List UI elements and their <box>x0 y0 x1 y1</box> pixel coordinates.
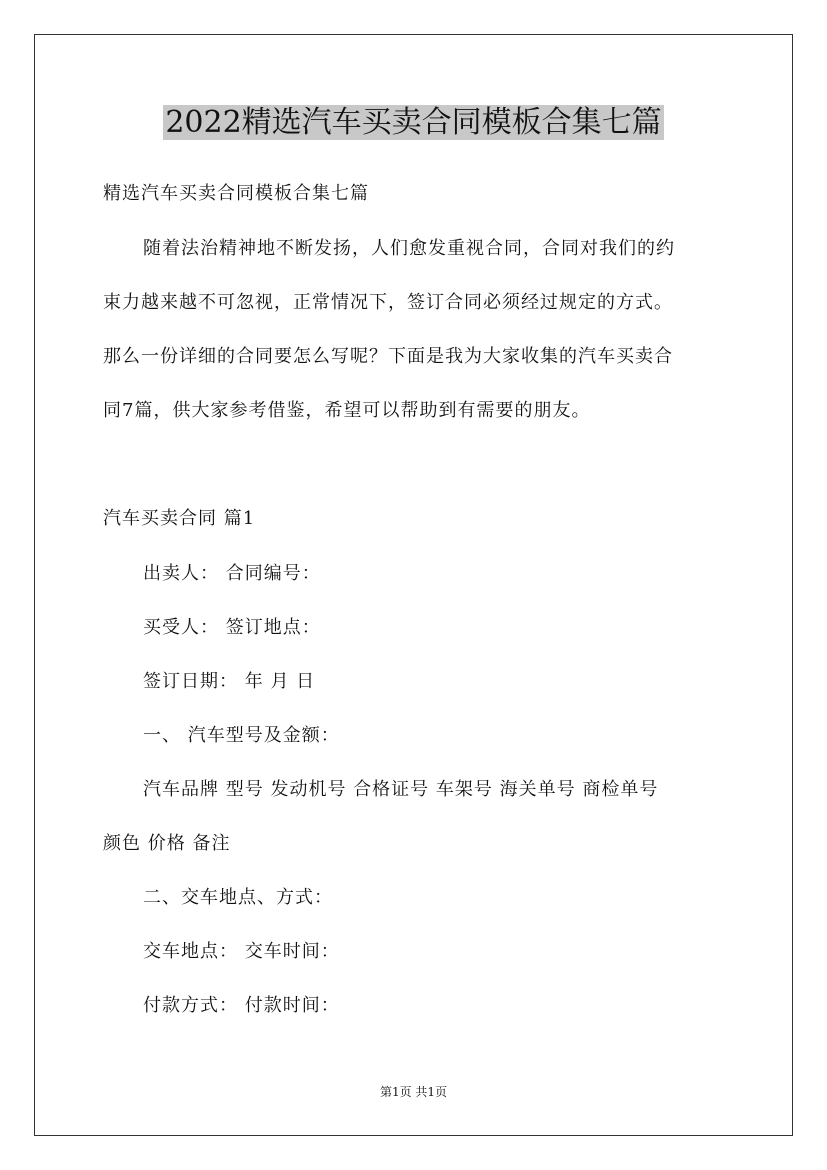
vehicle-fields-line-1: 汽车品牌 型号 发动机号 合格证号 车架号 海关单号 商检单号 <box>143 779 659 800</box>
document-title-text: 2022精选汽车买卖合同模板合集七篇 <box>165 105 662 140</box>
payment-line: 付款方式： 付款时间： <box>143 995 340 1016</box>
intro-line-2: 束力越来越不可忽视，正常情况下，签订合同必须经过规定的方式。 <box>103 292 673 313</box>
sign-date-line: 签订日期： 年 月 日 <box>143 671 316 692</box>
delivery-line: 交车地点： 交车时间： <box>143 941 340 962</box>
clause-2-heading: 二、交车地点、方式： <box>143 887 333 908</box>
page-footer: 第1页 共1页 <box>379 1085 448 1099</box>
buyer-line: 买受人： 签订地点： <box>143 617 321 638</box>
intro-line-1: 随着法治精神地不断发扬，人们愈发重视合同，合同对我们的约 <box>143 238 675 259</box>
section-heading: 汽车买卖合同 篇1 <box>103 508 256 529</box>
clause-1-heading: 一、 汽车型号及金额： <box>143 725 340 746</box>
vehicle-fields-line-2: 颜色 价格 备注 <box>103 833 231 854</box>
document-subtitle: 精选汽车买卖合同模板合集七篇 <box>103 183 369 204</box>
seller-line: 出卖人： 合同编号： <box>143 563 321 584</box>
document-title <box>0 101 827 145</box>
intro-line-4: 同7篇，供大家参考借鉴，希望可以帮助到有需要的朋友。 <box>103 400 591 421</box>
intro-line-3: 那么一份详细的合同要怎么写呢？下面是我为大家收集的汽车买卖合 <box>103 346 673 367</box>
